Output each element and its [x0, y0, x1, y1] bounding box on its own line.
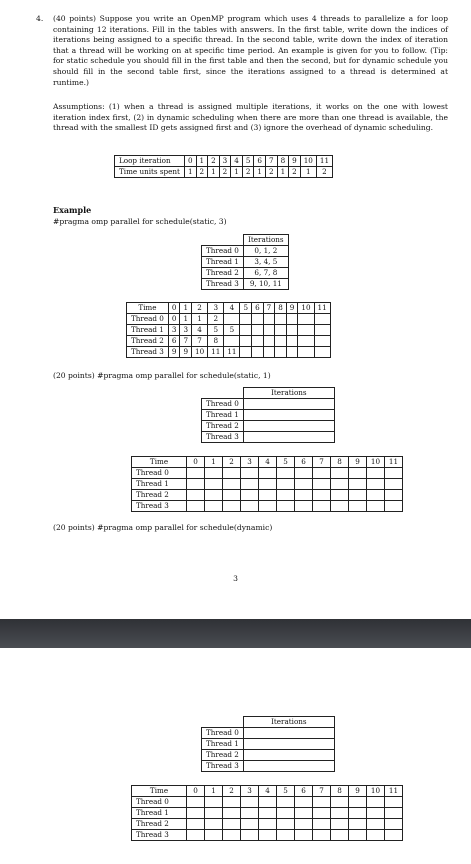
answer-cell	[243, 728, 334, 739]
iterations-cell: 0, 1, 2	[243, 246, 288, 257]
answer-cell	[223, 797, 241, 808]
time-cell: 11	[208, 347, 224, 358]
answer-cell	[241, 797, 259, 808]
time-column-header: 9	[349, 786, 367, 797]
answer-cell	[187, 808, 205, 819]
answer-cell	[205, 819, 223, 830]
time-header: Time	[132, 786, 187, 797]
answer-cell	[187, 797, 205, 808]
answer-cell	[205, 468, 223, 479]
time-cell: 7	[180, 336, 192, 347]
time-column-header: 11	[385, 786, 403, 797]
answer-cell	[277, 808, 295, 819]
time-column-header: 9	[286, 303, 298, 314]
thread-label: Thread 3	[132, 501, 187, 512]
answer-cell	[277, 797, 295, 808]
time-cell	[252, 347, 264, 358]
answer-cell	[241, 501, 259, 512]
answer-cell	[313, 830, 331, 841]
time-column-header: 9	[349, 457, 367, 468]
answer-cell	[241, 819, 259, 830]
answer-cell	[349, 490, 367, 501]
answer-cell	[331, 501, 349, 512]
static1-label: (20 points) #pragma omp parallel for schedule(static, 1)	[53, 371, 271, 380]
answer-cell	[243, 399, 334, 410]
answer-cell	[205, 797, 223, 808]
iterations-header: Iterations	[243, 388, 334, 399]
time-column-header: 6	[295, 457, 313, 468]
time-cell	[275, 325, 287, 336]
thread-label: Thread 3	[202, 432, 244, 443]
loop-iteration-cell: 5	[242, 156, 254, 167]
answer-cell	[259, 501, 277, 512]
thread-label: Thread 1	[202, 410, 244, 421]
answer-cell	[367, 479, 385, 490]
time-units-cell: 1	[208, 167, 220, 178]
answer-cell	[259, 830, 277, 841]
time-cell: 3	[168, 325, 180, 336]
answer-cell	[243, 432, 334, 443]
answer-cell	[385, 501, 403, 512]
time-cell: 3	[180, 325, 192, 336]
loop-iteration-table	[114, 155, 333, 178]
page-number: 3	[233, 574, 238, 583]
time-cell	[298, 336, 314, 347]
answer-cell	[223, 490, 241, 501]
answer-cell	[187, 501, 205, 512]
answer-cell	[331, 797, 349, 808]
answer-cell	[205, 490, 223, 501]
time-cell: 0	[168, 314, 180, 325]
iterations-cell: 9, 10, 11	[243, 279, 288, 290]
thread-label: Thread 1	[132, 808, 187, 819]
time-column-header: 0	[187, 457, 205, 468]
time-cell: 11	[224, 347, 240, 358]
time-column-header: 6	[252, 303, 264, 314]
answer-cell	[295, 808, 313, 819]
answer-cell	[259, 808, 277, 819]
time-cell: 4	[192, 325, 208, 336]
time-cell	[298, 325, 314, 336]
time-column-header: 4	[259, 457, 277, 468]
time-cell: 1	[192, 314, 208, 325]
example-heading: Example	[53, 205, 92, 215]
answer-cell	[295, 490, 313, 501]
answer-cell	[295, 501, 313, 512]
thread-label: Thread 1	[127, 325, 169, 336]
answer-cell	[349, 501, 367, 512]
thread-label: Thread 0	[202, 246, 244, 257]
static1-assignment-table	[201, 387, 335, 443]
time-cell: 7	[192, 336, 208, 347]
answer-cell	[331, 490, 349, 501]
answer-cell	[259, 468, 277, 479]
loop-iteration-cell: 2	[208, 156, 220, 167]
answer-cell	[313, 797, 331, 808]
assumptions-text: Assumptions: (1) when a thread is assigned multiple iterations, it works on the one with lowest iteration index first, (2) in dynamic scheduling when there are more than one thread is available, the thread with the smallest ID gets assigned first and (3) ignore the overhead of dynamic scheduling.	[53, 102, 448, 133]
time-cell: 9	[180, 347, 192, 358]
answer-cell	[385, 797, 403, 808]
loop-iteration-cell: 6	[254, 156, 266, 167]
time-column-header: 6	[295, 786, 313, 797]
thread-label: Thread 1	[132, 479, 187, 490]
iterations-cell: 3, 4, 5	[243, 257, 288, 268]
time-units-cell: 2	[196, 167, 208, 178]
answer-cell	[277, 490, 295, 501]
thread-label: Thread 2	[127, 336, 169, 347]
time-cell	[314, 325, 330, 336]
time-cell	[224, 336, 240, 347]
answer-cell	[241, 479, 259, 490]
answer-cell	[349, 819, 367, 830]
time-column-header: 7	[263, 303, 275, 314]
answer-cell	[241, 490, 259, 501]
thread-label: Thread 0	[202, 728, 244, 739]
answer-cell	[331, 479, 349, 490]
answer-cell	[223, 479, 241, 490]
answer-cell	[367, 501, 385, 512]
answer-cell	[367, 490, 385, 501]
time-cell: 10	[192, 347, 208, 358]
answer-cell	[313, 808, 331, 819]
iterations-cell: 6, 7, 8	[243, 268, 288, 279]
time-column-header: 11	[385, 457, 403, 468]
time-cell	[252, 314, 264, 325]
answer-cell	[243, 739, 334, 750]
loop-iteration-cell: 4	[231, 156, 243, 167]
time-column-header: 2	[223, 786, 241, 797]
time-cell	[252, 336, 264, 347]
time-units-cell: 2	[265, 167, 277, 178]
question-text: 4. (40 points) Suppose you write an OpenMP program which uses 4 threads to parallelize a for loop containing 12 iterations. Fill in the tables with answers. In the first table, write down the indices of iterations being assigned to a specific thread. In the second table, write down the index of iteration that a thread will be working on at specific time period. An example is given for you to follow. (Tip: for static schedule you should fill in the first table and then the second, but for dynamic schedule you should fill in the second table first, since the iterations assigned to a thread is determined at runtime.)	[36, 14, 448, 87]
thread-label: Thread 2	[132, 490, 187, 501]
time-cell	[314, 336, 330, 347]
time-cell	[263, 314, 275, 325]
time-column-header: 10	[367, 786, 385, 797]
answer-cell	[295, 819, 313, 830]
answer-cell	[259, 797, 277, 808]
thread-label: Thread 3	[132, 830, 187, 841]
dynamic-assignment-table	[201, 716, 335, 772]
answer-cell	[243, 750, 334, 761]
answer-cell	[385, 830, 403, 841]
answer-cell	[223, 468, 241, 479]
dynamic-label: (20 points) #pragma omp parallel for schedule(dynamic)	[53, 523, 273, 532]
time-units-cell: 1	[277, 167, 289, 178]
answer-cell	[259, 819, 277, 830]
time-column-header: 1	[205, 786, 223, 797]
question-number: 4.	[36, 14, 44, 23]
time-units-cell: 1	[184, 167, 196, 178]
time-cell: 9	[168, 347, 180, 358]
time-cell: 2	[208, 314, 224, 325]
time-cell	[224, 314, 240, 325]
answer-cell	[187, 479, 205, 490]
time-column-header: 4	[224, 303, 240, 314]
thread-label: Thread 0	[132, 797, 187, 808]
time-column-header: 7	[313, 457, 331, 468]
answer-cell	[367, 808, 385, 819]
loop-iteration-cell: 1	[196, 156, 208, 167]
answer-cell	[223, 830, 241, 841]
time-cell	[275, 336, 287, 347]
time-cell	[240, 314, 252, 325]
example-time-table	[126, 302, 331, 358]
time-cell	[240, 347, 252, 358]
time-cell	[275, 314, 287, 325]
answer-cell	[241, 808, 259, 819]
answer-cell	[259, 479, 277, 490]
time-column-header: 5	[277, 457, 295, 468]
answer-cell	[243, 761, 334, 772]
answer-cell	[187, 819, 205, 830]
time-cell	[263, 336, 275, 347]
page-separator	[0, 619, 471, 648]
answer-cell	[295, 479, 313, 490]
thread-label: Thread 2	[132, 819, 187, 830]
time-cell	[298, 347, 314, 358]
time-cell	[286, 325, 298, 336]
time-column-header: 3	[208, 303, 224, 314]
answer-cell	[187, 490, 205, 501]
answer-cell	[313, 501, 331, 512]
time-cell	[286, 347, 298, 358]
time-cell	[240, 336, 252, 347]
time-cell	[298, 314, 314, 325]
time-units-cell: 1	[231, 167, 243, 178]
answer-cell	[277, 830, 295, 841]
time-column-header: 3	[241, 457, 259, 468]
answer-cell	[349, 479, 367, 490]
time-column-header: 8	[275, 303, 287, 314]
time-cell: 8	[208, 336, 224, 347]
answer-cell	[295, 830, 313, 841]
time-cell: 6	[168, 336, 180, 347]
static1-time-table	[131, 456, 403, 512]
answer-cell	[331, 819, 349, 830]
time-column-header: 7	[313, 786, 331, 797]
answer-cell	[241, 830, 259, 841]
answer-cell	[241, 468, 259, 479]
answer-cell	[277, 501, 295, 512]
time-cell	[314, 314, 330, 325]
loop-iteration-cell: 11	[316, 156, 332, 167]
time-column-header: 4	[259, 786, 277, 797]
time-cell	[314, 347, 330, 358]
answer-cell	[349, 830, 367, 841]
time-cell	[286, 336, 298, 347]
time-header: Time	[132, 457, 187, 468]
answer-cell	[385, 808, 403, 819]
answer-cell	[331, 830, 349, 841]
time-column-header: 2	[223, 457, 241, 468]
time-column-header: 5	[277, 786, 295, 797]
time-cell: 1	[180, 314, 192, 325]
answer-cell	[385, 468, 403, 479]
time-cell	[252, 325, 264, 336]
loop-iteration-cell: 3	[219, 156, 231, 167]
answer-cell	[259, 490, 277, 501]
answer-cell	[367, 830, 385, 841]
time-cell	[263, 347, 275, 358]
answer-cell	[277, 819, 295, 830]
example-pragma: #pragma omp parallel for schedule(static, 3)	[53, 217, 227, 226]
time-units-label: Time units spent	[115, 167, 185, 178]
thread-label: Thread 1	[202, 257, 244, 268]
time-cell: 5	[224, 325, 240, 336]
answer-cell	[313, 490, 331, 501]
iterations-header: Iterations	[243, 235, 288, 246]
answer-cell	[313, 819, 331, 830]
time-cell	[275, 347, 287, 358]
thread-label: Thread 3	[127, 347, 169, 358]
time-column-header: 8	[331, 786, 349, 797]
thread-label: Thread 2	[202, 750, 244, 761]
time-cell	[263, 325, 275, 336]
answer-cell	[205, 830, 223, 841]
thread-label: Thread 0	[132, 468, 187, 479]
thread-label: Thread 3	[202, 761, 244, 772]
answer-cell	[277, 468, 295, 479]
time-column-header: 2	[192, 303, 208, 314]
time-units-cell: 1	[300, 167, 316, 178]
answer-cell	[223, 501, 241, 512]
time-column-header: 8	[331, 457, 349, 468]
dynamic-time-table	[131, 785, 403, 841]
answer-cell	[187, 468, 205, 479]
loop-iteration-cell: 8	[277, 156, 289, 167]
answer-cell	[277, 479, 295, 490]
answer-cell	[223, 819, 241, 830]
time-units-cell: 1	[254, 167, 266, 178]
time-cell: 5	[208, 325, 224, 336]
answer-cell	[331, 468, 349, 479]
answer-cell	[313, 479, 331, 490]
time-column-header: 1	[180, 303, 192, 314]
answer-cell	[295, 468, 313, 479]
loop-iteration-label: Loop iteration	[115, 156, 185, 167]
thread-label: Thread 2	[202, 421, 244, 432]
time-column-header: 0	[187, 786, 205, 797]
answer-cell	[367, 468, 385, 479]
answer-cell	[385, 490, 403, 501]
loop-iteration-cell: 9	[289, 156, 301, 167]
thread-label: Thread 0	[127, 314, 169, 325]
answer-cell	[205, 479, 223, 490]
answer-cell	[243, 421, 334, 432]
answer-cell	[313, 468, 331, 479]
answer-cell	[223, 808, 241, 819]
thread-label: Thread 2	[202, 268, 244, 279]
time-cell	[286, 314, 298, 325]
time-column-header: 11	[314, 303, 330, 314]
time-units-cell: 2	[219, 167, 231, 178]
answer-cell	[349, 468, 367, 479]
answer-cell	[349, 797, 367, 808]
iterations-header: Iterations	[243, 717, 334, 728]
answer-cell	[367, 819, 385, 830]
thread-label: Thread 1	[202, 739, 244, 750]
thread-label: Thread 0	[202, 399, 244, 410]
example-assignment-table	[201, 234, 289, 290]
answer-cell	[243, 410, 334, 421]
time-column-header: 0	[168, 303, 180, 314]
time-column-header: 3	[241, 786, 259, 797]
time-units-cell: 2	[242, 167, 254, 178]
time-column-header: 1	[205, 457, 223, 468]
time-units-cell: 2	[316, 167, 332, 178]
answer-cell	[205, 501, 223, 512]
loop-iteration-cell: 7	[265, 156, 277, 167]
time-column-header: 5	[240, 303, 252, 314]
answer-cell	[367, 797, 385, 808]
time-header: Time	[127, 303, 169, 314]
time-units-cell: 2	[289, 167, 301, 178]
answer-cell	[349, 808, 367, 819]
answer-cell	[187, 830, 205, 841]
time-column-header: 10	[298, 303, 314, 314]
loop-iteration-cell: 0	[184, 156, 196, 167]
answer-cell	[385, 479, 403, 490]
time-column-header: 10	[367, 457, 385, 468]
answer-cell	[331, 808, 349, 819]
answer-cell	[295, 797, 313, 808]
answer-cell	[385, 819, 403, 830]
loop-iteration-cell: 10	[300, 156, 316, 167]
thread-label: Thread 3	[202, 279, 244, 290]
time-cell	[240, 325, 252, 336]
answer-cell	[205, 808, 223, 819]
